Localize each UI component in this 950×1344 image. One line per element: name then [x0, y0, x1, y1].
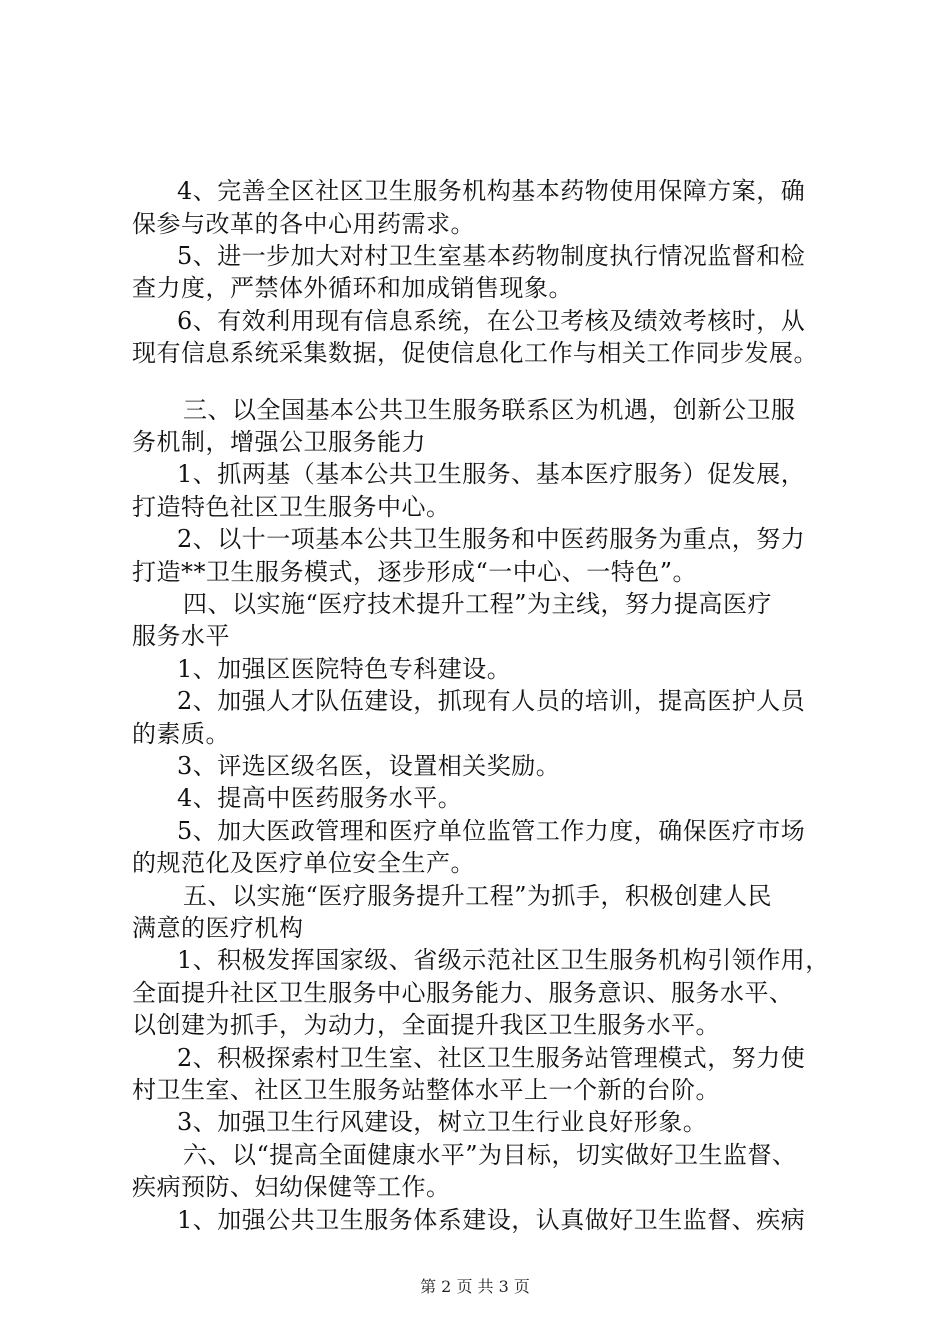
text-line: 1、积极发挥国家级、省级示范社区卫生服务机构引领作用， [177, 946, 830, 974]
text-line: 1、抓两基（基本公共卫生服务、基本医疗服务）促发展， [177, 460, 806, 488]
text-line: 的规范化及医疗单位安全生产。 [132, 849, 475, 877]
text-line: 的素质。 [132, 720, 230, 748]
section-heading: 六、以“提高全面健康水平”为目标，切实做好卫生监督、 [183, 1141, 797, 1169]
text-line: 打造特色社区卫生服务中心。 [132, 493, 451, 521]
text-line: 4、完善全区社区卫生服务机构基本药物使用保障方案，确 [177, 177, 806, 205]
text-line: 查力度，严禁体外循环和加成销售现象。 [132, 274, 573, 302]
section-heading: 三、以全国基本公共卫生服务联系区为机遇，创新公卫服 [183, 396, 796, 424]
text-line: 2、以十一项基本公共卫生服务和中医药服务为重点，努力 [177, 525, 806, 553]
section-heading: 四、以实施“医疗技术提升工程”为主线，努力提高医疗 [183, 590, 773, 618]
text-line: 以创建为抓手，为动力，全面提升我区卫生服务水平。 [132, 1011, 720, 1039]
text-line: 全面提升社区卫生服务中心服务能力、服务意识、服务水平、 [132, 979, 794, 1007]
text-line: 2、加强人才队伍建设，抓现有人员的培训，提高医护人员 [177, 687, 806, 715]
section-heading: 务机制，增强公卫服务能力 [132, 428, 426, 456]
text-line: 打造**卫生服务模式，逐步形成“一中心、一特色”。 [132, 558, 698, 586]
text-line: 1、加强公共卫生服务体系建设，认真做好卫生监督、疾病 [177, 1206, 806, 1234]
text-line: 村卫生室、社区卫生服务站整体水平上一个新的台阶。 [132, 1076, 720, 1104]
text-line: 1、加强区医院特色专科建设。 [177, 655, 512, 683]
text-line: 保参与改革的各中心用药需求。 [132, 210, 475, 238]
text-line: 现有信息系统采集数据，促使信息化工作与相关工作同步发展。 [132, 339, 818, 367]
text-line: 3、评选区级名医，设置相关奖励。 [177, 752, 561, 780]
section-heading: 疾病预防、妇幼保健等工作。 [132, 1173, 451, 1201]
section-heading: 五、以实施“医疗服务提升工程”为抓手，积极创建人民 [183, 882, 773, 910]
text-line: 5、进一步加大对村卫生室基本药物制度执行情况监督和检 [177, 242, 806, 270]
text-line: 4、提高中医药服务水平。 [177, 784, 463, 812]
page-number-footer: 第 2 页 共 3 页 [420, 1277, 530, 1296]
section-heading: 服务水平 [132, 622, 230, 650]
text-line: 2、积极探索村卫生室、社区卫生服务站管理模式，努力使 [177, 1044, 806, 1072]
text-line: 6、有效利用现有信息系统，在公卫考核及绩效考核时，从 [177, 307, 806, 335]
text-line: 3、加强卫生行风建设，树立卫生行业良好形象。 [177, 1108, 708, 1136]
text-line: 5、加大医政管理和医疗单位监管工作力度，确保医疗市场 [177, 817, 806, 845]
section-heading: 满意的医疗机构 [132, 914, 304, 942]
